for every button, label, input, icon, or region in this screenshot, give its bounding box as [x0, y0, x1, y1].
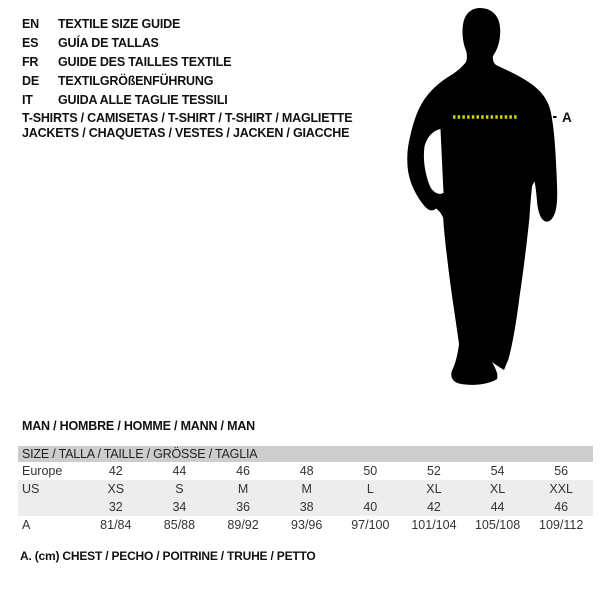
size-cell: 42 — [426, 500, 441, 514]
size-cell: M — [301, 482, 312, 496]
size-cell: 34 — [172, 500, 187, 514]
size-cell: 109/112 — [539, 518, 584, 532]
language-label: GUIDA ALLE TAGLIE TESSILI — [58, 92, 228, 107]
size-cell: L — [366, 482, 374, 496]
size-cell: 42 — [108, 464, 123, 478]
language-code: DE — [22, 73, 39, 88]
size-cell: 54 — [490, 464, 505, 478]
size-cell: 105/108 — [474, 518, 521, 532]
size-cell: 44 — [172, 464, 187, 478]
category-line: JACKETS / CHAQUETAS / VESTES / JACKEN / GIACCHE — [22, 125, 350, 140]
size-cell: 36 — [236, 500, 251, 514]
size-cell: 101/104 — [411, 518, 457, 532]
size-table-rows — [18, 462, 593, 534]
size-cell: 46 — [554, 500, 569, 514]
size-row-label: US — [22, 482, 40, 496]
language-label: GUIDE DES TAILLES TEXTILE — [58, 54, 232, 69]
size-row-label: Europe — [22, 464, 63, 478]
size-row-europe — [18, 462, 593, 480]
size-table — [18, 446, 593, 534]
size-cell: 85/88 — [163, 518, 196, 532]
size-cell: 93/96 — [291, 518, 323, 532]
size-cell: 32 — [108, 500, 123, 514]
section-title: MAN / HOMBRE / HOMME / MANN / MAN — [22, 419, 255, 433]
size-cell: 97/100 — [351, 518, 390, 532]
size-cell: XXL — [549, 482, 573, 496]
size-cell: 50 — [363, 464, 378, 478]
language-label: GUÍA DE TALLAS — [58, 35, 159, 50]
size-cell: 89/92 — [227, 518, 259, 532]
size-cell: 38 — [299, 500, 314, 514]
size-cell: XL — [426, 482, 442, 496]
size-cell: 56 — [554, 464, 569, 478]
size-cell: 48 — [299, 464, 314, 478]
size-cell: 40 — [363, 500, 378, 514]
size-cell: S — [175, 482, 184, 496]
language-code: FR — [22, 54, 39, 69]
language-code: ES — [22, 35, 39, 50]
man-silhouette — [407, 8, 557, 385]
category-line: T-SHIRTS / CAMISETAS / T-SHIRT / T-SHIRT / MAGLIETTE — [22, 111, 353, 125]
size-cell: XL — [489, 482, 506, 496]
size-cell: 46 — [236, 464, 251, 478]
language-code: IT — [22, 92, 33, 107]
size-row-numeric — [18, 498, 593, 516]
size-cell: 44 — [490, 500, 505, 514]
size-row-us — [18, 480, 593, 498]
size-cell: M — [237, 482, 249, 496]
measure-label-a: A — [562, 110, 572, 125]
measurement-footnote: A. (cm) CHEST / PECHO / POITRINE / TRUHE / PETTO — [20, 549, 316, 563]
size-cell: XS — [107, 482, 125, 496]
size-cell: 81/84 — [100, 518, 132, 532]
size-cell: 52 — [426, 464, 441, 478]
language-label: TEXTILGRÖßENFÜHRUNG — [58, 73, 214, 88]
language-label: TEXTILE SIZE GUIDE — [58, 16, 181, 31]
language-code: EN — [22, 16, 39, 31]
size-table-header: SIZE / TALLA / TAILLE / GRÖSSE / TAGLIA — [18, 446, 593, 462]
size-row-a — [18, 516, 593, 534]
size-row-label: A — [22, 518, 31, 532]
